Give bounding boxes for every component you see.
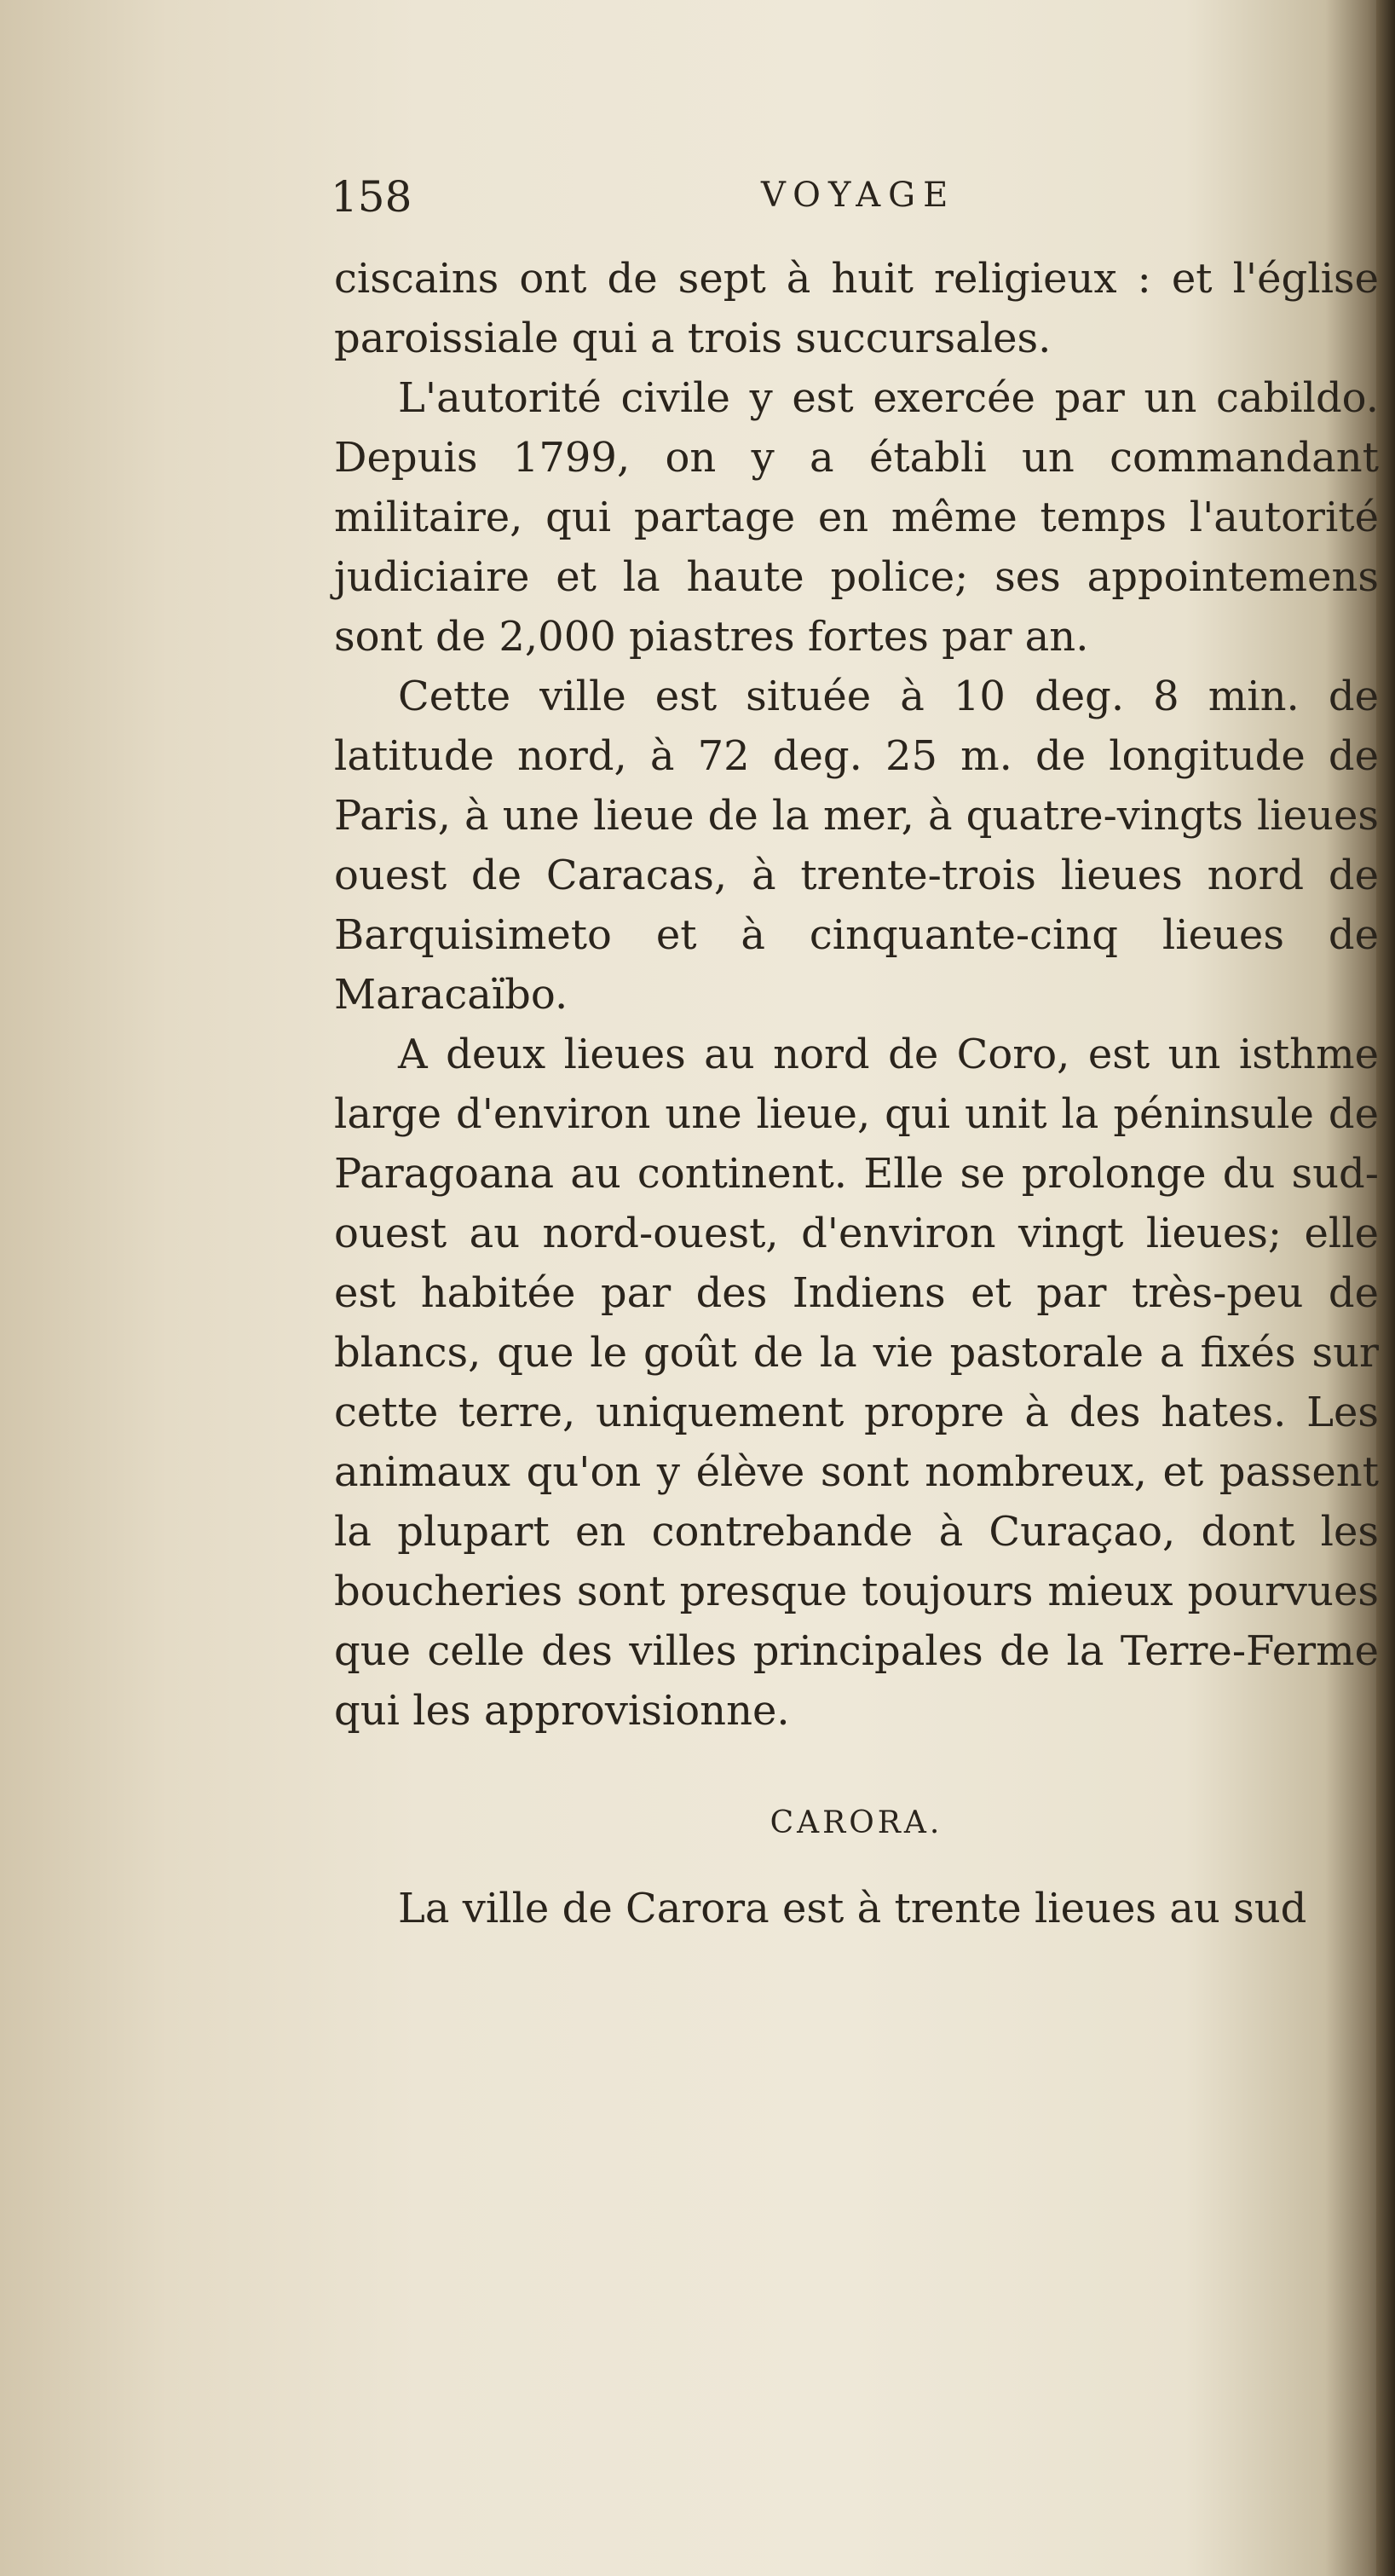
page-edge [1376,0,1395,2576]
paragraph-authority: L'autorité civile y est exercée par un cabildo. Depuis 1799, on y a établi un commandant militaire, qui partage en même temps l'autorité judiciaire et la haute police; ses appointemens sont de 2,000 piastres fortes par an. [334,374,1379,661]
running-head: VOYAGE [761,176,956,215]
body-text [334,249,1379,1938]
paragraph-location: Cette ville est située à 10 deg. 8 min. de latitude nord, à 72 deg. 25 m. de longitude de Paris, à une lieue de la mer, à quatre-vingts lieues ouest de Caracas, à trente-trois lieues nord de Barquisimeto et à cinquante-cinq lieues de Maracaïbo. [334,673,1379,1019]
page-number: 158 [331,172,412,222]
paragraph-isthmus: A deux lieues au nord de Coro, est un isthme large d'environ une lieue, qui unit la péninsule de Paragoana au continent. Elle se prolonge du sud-ouest au nord-ouest, d'environ vingt lieues; elle est habitée par des Indiens et par très-peu de blancs, que le goût de la vie pastorale a fixés sur cette terre, uniquement propre à des hates. Les animaux qu'on y élève sont nombreux, et passent la plupart en contrebande à Curaçao, dont les boucheries sont presque toujours mieux pourvues que celle des villes principales de la Terre-Ferme qui les approvisionne. [334,1031,1379,1735]
paragraph-carora: La ville de Carora est à trente lieues au sud [398,1885,1307,1932]
section-title: CARORA. [770,1805,943,1840]
page-header [331,172,1379,223]
paragraph-continued: ciscains ont de sept à huit religieux : et l'église paroissiale qui a trois succursales. [334,255,1379,362]
